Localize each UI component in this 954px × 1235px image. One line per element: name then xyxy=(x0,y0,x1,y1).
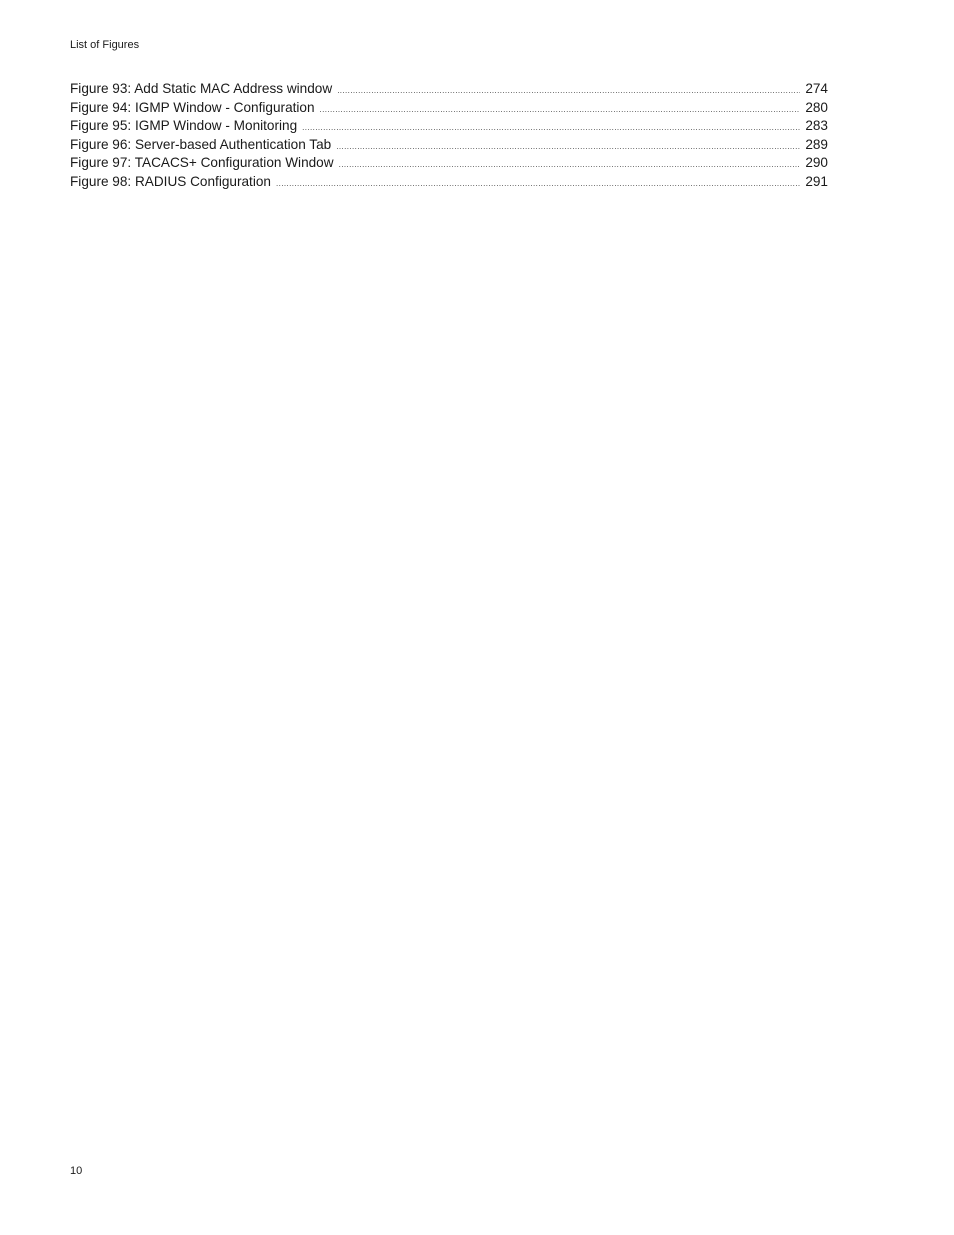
toc-entry[interactable] xyxy=(70,99,828,118)
toc-entry-title: Figure 98: RADIUS Configuration xyxy=(70,173,271,189)
toc-entry[interactable] xyxy=(70,117,828,136)
toc-entry-title: Figure 97: TACACS+ Configuration Window xyxy=(70,155,334,171)
dot-leader xyxy=(320,101,801,120)
toc-entry-page: 290 xyxy=(805,155,828,171)
toc-entry-page: 289 xyxy=(805,136,828,152)
toc-entry-page: 280 xyxy=(805,99,828,115)
dot-leader xyxy=(337,82,800,101)
toc-entry[interactable] xyxy=(70,80,828,99)
toc-entry-page: 274 xyxy=(805,81,828,96)
toc-entry[interactable] xyxy=(70,136,828,155)
running-header: List of Figures xyxy=(70,39,140,51)
dot-leader xyxy=(336,138,800,157)
dot-leader xyxy=(276,175,800,194)
toc-entry[interactable] xyxy=(70,154,828,173)
toc-entry-title: Figure 93: Add Static MAC Address window xyxy=(70,81,333,96)
dot-leader xyxy=(302,119,800,138)
toc-entry-title: Figure 96: Server-based Authentication Tab xyxy=(70,136,332,152)
toc-entry-page: 283 xyxy=(805,118,828,134)
page-number: 10 xyxy=(70,1165,83,1177)
toc-entry-title: Figure 94: IGMP Window - Configuration xyxy=(70,99,315,115)
dot-leader xyxy=(339,156,801,175)
toc-entry-page: 291 xyxy=(805,173,828,189)
toc-entry[interactable] xyxy=(70,173,828,192)
list-of-figures xyxy=(70,80,828,192)
toc-entry-title: Figure 95: IGMP Window - Monitoring xyxy=(70,118,298,134)
